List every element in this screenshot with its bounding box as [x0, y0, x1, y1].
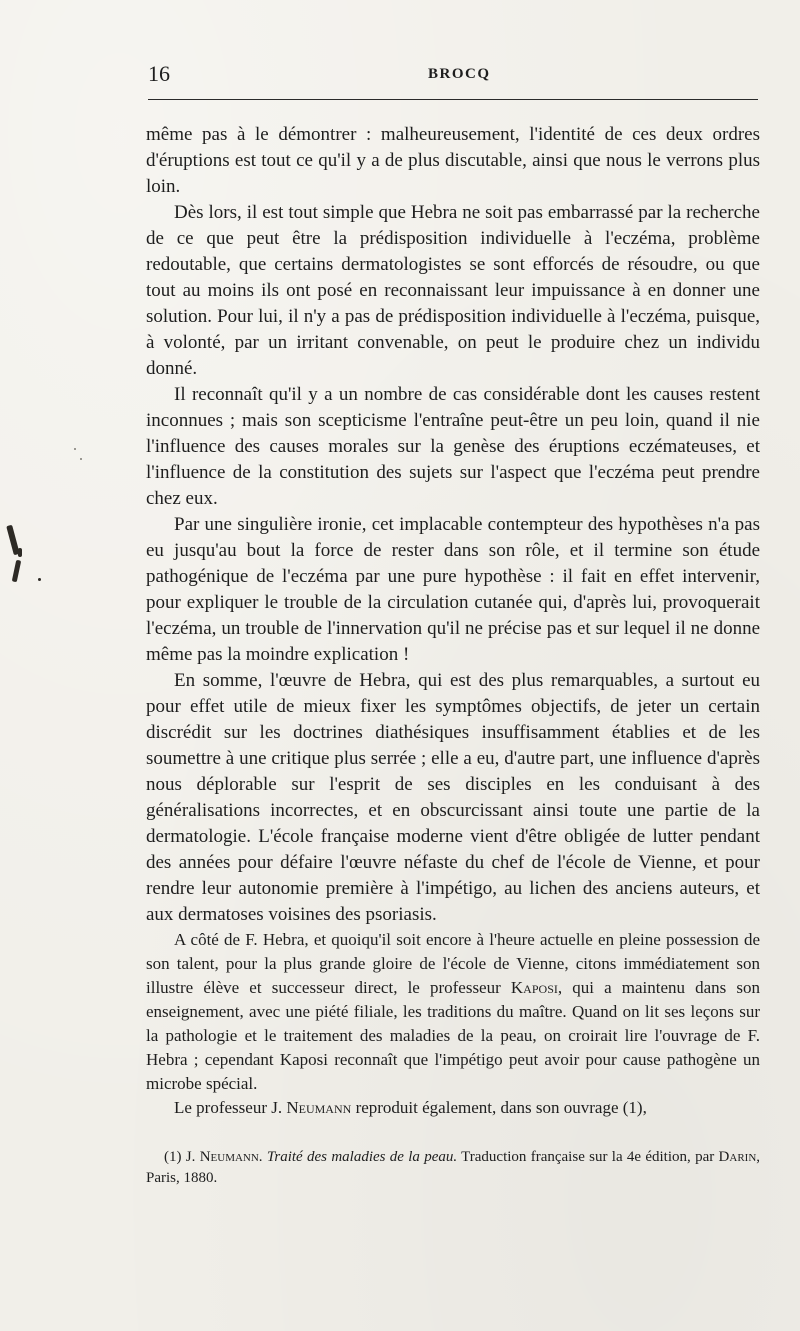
body-text [146, 122, 760, 1120]
paragraph-7 [146, 1096, 760, 1120]
margin-ink-mark [18, 548, 22, 557]
running-head [148, 62, 758, 92]
paragraph-6-end: , qui a maintenu dans son enseignement, avec une piété filiale, les traditions du maître. Quand on lit ses leçons sur la pathologie et le traitement des maladies de la peau, on croirait lire l'ouvrage de F. Hebra ; cependant Kaposi reconnaît que l'impétigo peut avoir pour cause pathogène un microbe spécial. [146, 978, 761, 1093]
footnote-marker: (1) J. [164, 1149, 196, 1165]
footnote-author: Neumann. [199, 1149, 263, 1165]
paragraph-6 [146, 928, 760, 1096]
paragraph-2: Dès lors, il est tout simple que Hebra ne soit pas embarrassé par la recherche de ce que peut être la prédisposition individuelle à l'eczéma, problème redoutable, que certains dermatologistes se sont efforcés de résoudre, ou que tout au moins ils ont posé en reconnaissant leur impuissance à en donner une solution. Pour lui, il n'y a pas de prédisposition individuelle à l'eczéma, puisque, à volonté, par un irritant convenable, on peut le produire chez un individu donné. [146, 202, 760, 379]
footnote-place-date: , Paris, 1880. [146, 1149, 761, 1186]
paragraph-7-start: Le professeur J. [174, 1098, 283, 1117]
author-neumann: Neumann [286, 1098, 352, 1117]
margin-ink-mark [80, 458, 82, 460]
footnote-title: Traité des maladies de la peau. [266, 1149, 458, 1165]
footnote-translator: Darin [718, 1149, 757, 1165]
paragraph-6-start: A côté de F. Hebra, et quoiqu'il soit encore à l'heure actuelle en pleine possession de son talent, pour la plus grande gloire de l'école de Vienne, citons immédiatement son illustre élève et successeur direct, le professeur [146, 930, 760, 997]
paragraph-4: Par une singulière ironie, cet implacable contempteur des hypothèses n'a pas eu jusqu'au bout la force de rester dans son rôle, et il termine son étude pathogénique de l'eczéma par une pure hypothèse : il fait en effet intervenir, pour expliquer le trouble de la circulation cutanée qui, d'après lui, provoquerait l'eczéma, un trouble de l'innervation qu'il ne précise pas et sur lequel il ne donne même pas la moindre explication ! [146, 514, 760, 665]
paragraph-1: même pas à le démontrer : malheureusement, l'identité de ces deux ordres d'éruptions est tout ce qu'il y a de plus discutable, ainsi que nous le verrons plus loin. [146, 124, 760, 197]
footnote-area [146, 1147, 760, 1189]
page-number: 16 [148, 61, 170, 86]
small-type-section [146, 928, 760, 1120]
margin-ink-mark [38, 578, 41, 581]
header-rule [148, 99, 758, 100]
footnote-rest: Traduction française sur la 4e édition, par [461, 1149, 715, 1165]
author-kaposi: Kaposi [510, 978, 558, 997]
running-title: BROCQ [428, 66, 491, 82]
footnote-1 [146, 1147, 760, 1189]
paragraph-3: Il reconnaît qu'il y a un nombre de cas considérable dont les causes restent inconnues ; mais son scepticisme l'entraîne peut-être un peu loin, quand il nie l'influence des causes morales sur la genèse des éruptions eczémateuses, et l'influence de la constitution des sujets sur l'aspect que l'eczéma peut prendre chez eux. [146, 384, 760, 509]
margin-ink-mark [12, 560, 21, 583]
margin-ink-mark [74, 448, 76, 450]
paragraph-5: En somme, l'œuvre de Hebra, qui est des plus remarquables, a surtout eu pour effet utile de mieux fixer les symptômes objectifs, de jeter un certain discrédit sur les doctrines diathésiques insuffisamment établies et de les soumettre à une critique plus serrée ; elle a eu, d'autre part, une influence d'après nous déplorable sur l'esprit de ses disciples en les conduisant à des généralisations incorrectes, et en obscurcissant ainsi toute une partie de la dermatologie. L'école française moderne vient d'être obligée de lutter pendant des années pour défaire l'œuvre néfaste du chef de l'école de Vienne, et pour rendre leur autonomie première à l'impétigo, au lichen des anciens auteurs, et aux dermatoses voisines des psoriasis. [146, 670, 760, 925]
paragraph-7-end: reproduit également, dans son ouvrage (1), [355, 1098, 647, 1117]
